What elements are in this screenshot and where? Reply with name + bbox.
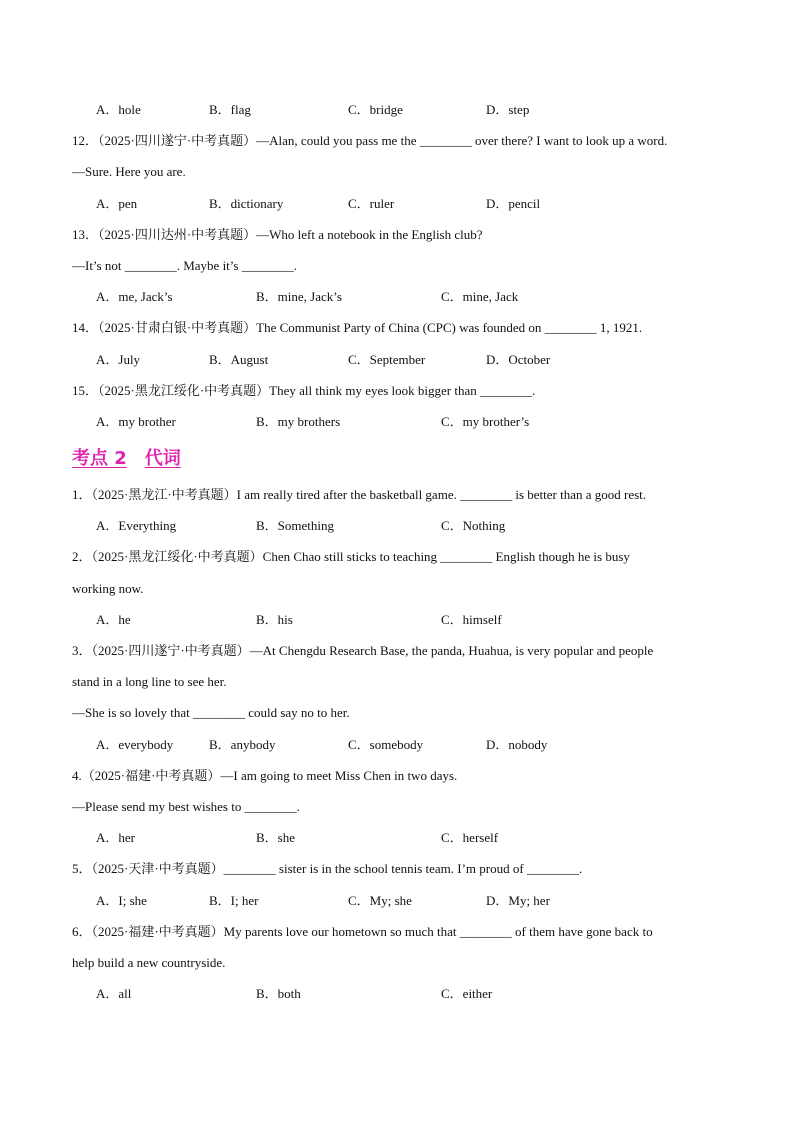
question-text: —She is so lovely that ________ could say no to her. [72,705,350,720]
option-c[interactable]: C．ruler [348,196,395,211]
option-c[interactable]: C．somebody [348,737,424,752]
option-b[interactable]: B．dictionary [209,196,284,211]
question-3-stem: 3．（2025·四川遂宁·中考真题）—At Chengdu Research Base, the panda, Huahua, is very popular and people [72,643,654,658]
option-c[interactable]: C．My; she [348,893,412,908]
question-14-stem: 14．（2025·甘肃白银·中考真题）The Communist Party of China (CPC) was founded on ________ 1, 1921. [72,320,643,335]
option-b[interactable]: B．flag [209,102,251,117]
option-b[interactable]: B．anybody [209,737,276,752]
option-b[interactable]: B．she [256,830,296,845]
option-b[interactable]: B．both [256,986,301,1001]
question-1-stem: 1．（2025·黑龙江·中考真题）I am really tired after the basketball game. ________ is better than a good rest. [72,487,647,502]
option-d[interactable]: D．step [486,102,530,117]
option-d[interactable]: D．October [486,352,551,367]
section-heading [72,448,181,470]
option-c[interactable]: C．my brother’s [441,414,530,429]
option-c[interactable]: C．himself [441,612,502,627]
section-title: 代词 [144,448,181,469]
option-a[interactable]: A．me, Jack’s [96,289,173,304]
question-text: working now. [72,581,144,596]
option-a[interactable]: A．her [96,830,135,845]
option-d[interactable]: D．nobody [486,737,548,752]
option-a[interactable]: A．July [96,352,141,367]
section-number: 考点 2 [72,448,127,469]
option-b[interactable]: B．August [209,352,269,367]
question-12-stem: 12．（2025·四川遂宁·中考真题）—Alan, could you pass me the ________ over there? I want to look up a word. [72,133,668,148]
option-a[interactable]: A．everybody [96,737,174,752]
option-a[interactable]: A．my brother [96,414,176,429]
question-text: help build a new countryside. [72,955,226,970]
question-2-stem: 2．（2025·黑龙江绥化·中考真题）Chen Chao still sticks to teaching ________ English though he is busy [72,549,630,564]
question-text: —Please send my best wishes to ________. [72,799,300,814]
option-b[interactable]: B．my brothers [256,414,341,429]
option-a[interactable]: A．I; she [96,893,147,908]
option-a[interactable]: A．Everything [96,518,177,533]
question-13-stem: 13．（2025·四川达州·中考真题）—Who left a notebook in the English club? [72,227,483,242]
option-c[interactable]: C．either [441,986,493,1001]
option-c[interactable]: C．mine, Jack [441,289,519,304]
option-c[interactable]: C．bridge [348,102,403,117]
option-b[interactable]: B．I; her [209,893,259,908]
question-text: —It’s not ________. Maybe it’s ________. [72,258,297,273]
option-a[interactable]: A．he [96,612,131,627]
option-a[interactable]: A．hole [96,102,141,117]
question-text: stand in a long line to see her. [72,674,227,689]
option-b[interactable]: B．his [256,612,293,627]
option-c[interactable]: C．Nothing [441,518,506,533]
option-d[interactable]: D．My; her [486,893,550,908]
question-15-stem: 15．（2025·黑龙江绥化·中考真题）They all think my eyes look bigger than ________. [72,383,536,398]
question-6-stem: 6．（2025·福建·中考真题）My parents love our hometown so much that ________ of them have gone back to [72,924,653,939]
option-d[interactable]: D．pencil [486,196,541,211]
option-a[interactable]: A．pen [96,196,138,211]
question-5-stem: 5．（2025·天津·中考真题）________ sister is in the school tennis team. I’m proud of ________. [72,861,583,876]
option-b[interactable]: B．Something [256,518,335,533]
option-c[interactable]: C．herself [441,830,499,845]
question-text: —Sure. Here you are. [72,164,186,179]
option-b[interactable]: B．mine, Jack’s [256,289,342,304]
option-a[interactable]: A．all [96,986,132,1001]
question-4-stem: 4.（2025·福建·中考真题）—I am going to meet Miss Chen in two days. [72,768,458,783]
option-c[interactable]: C．September [348,352,426,367]
